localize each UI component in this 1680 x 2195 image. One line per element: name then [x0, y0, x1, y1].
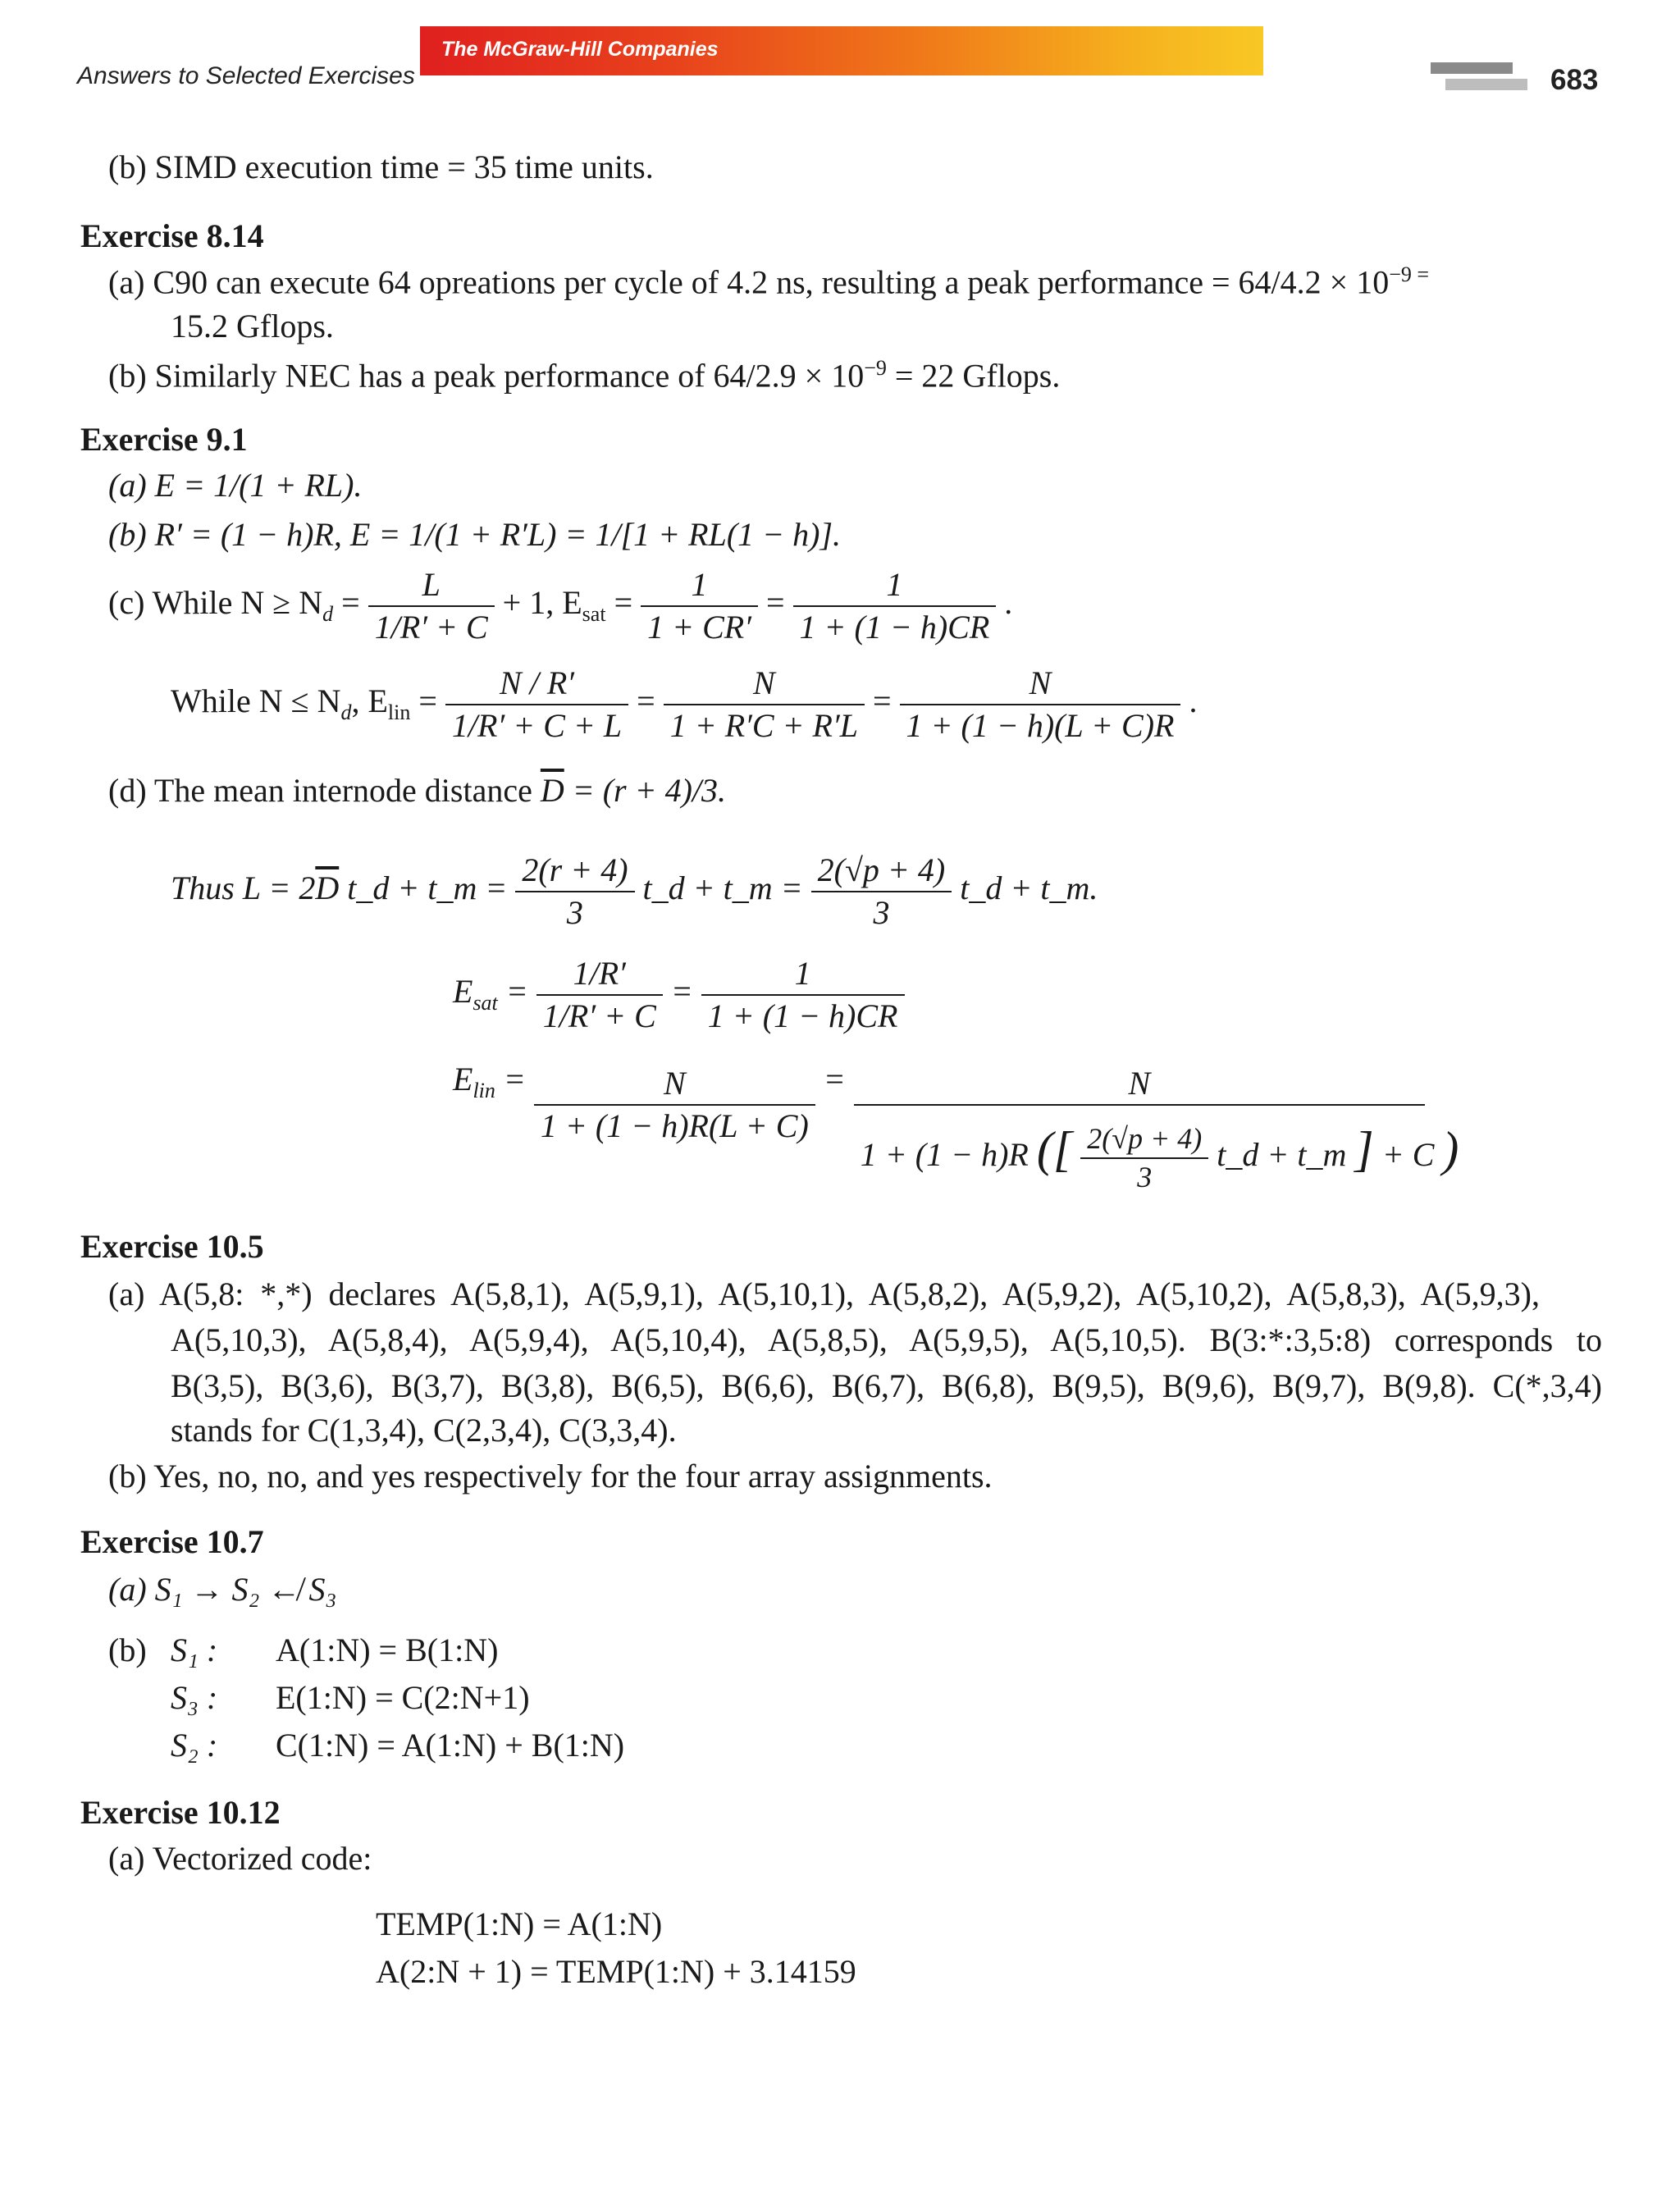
equation-text: t_d + t_m	[1217, 1136, 1347, 1173]
answer-text: (a) C90 can execute 64 opreations per cycle of 4.2 ns, resulting a peak performance = 64/4.2 × 10	[108, 263, 1390, 301]
fraction	[368, 564, 495, 648]
answer-line: stands for C(1,3,4), C(2,3,4), C(3,3,4).	[171, 1412, 677, 1449]
statement-label: S₃ :	[171, 1679, 218, 1716]
numerator: 1	[701, 953, 905, 996]
answer-line: A(5,10,3), A(5,8,4), A(5,9,4), A(5,10,4), A(5,8,5), A(5,9,5), A(5,10,5). B(3:*:3,5:8) corresponds to	[171, 1321, 1602, 1358]
exponent: −9	[864, 356, 887, 380]
numerator: N	[854, 1063, 1425, 1106]
denominator: 1 + (1 − h)CR	[707, 997, 898, 1034]
fraction	[536, 953, 663, 1037]
symbol-d-bar: $\overline{D}$	[315, 869, 340, 907]
subscript: lin	[472, 1079, 495, 1102]
equation-text: t_d + t_m =	[347, 869, 508, 907]
answer-line: (a) A(5,8: *,*) declares A(5,8,1), A(5,9,1), A(5,10,1), A(5,8,2), A(5,9,2), A(5,10,2), A(5,8,3), A(5,9,3),	[108, 1275, 1540, 1312]
exercise-heading: Exercise 8.14	[80, 217, 264, 254]
answer-line: (b) SIMD execution time = 35 time units.	[108, 148, 654, 185]
subscript: d	[322, 602, 334, 627]
denominator: 1 + R′C + R′L	[669, 707, 858, 744]
equation-text: = (r + 4)/3.	[572, 772, 727, 809]
code-line: A(2:N + 1) = TEMP(1:N) + 3.14159	[376, 1953, 856, 1990]
equation-line: While $N \le N_d$, $E_{lin}$ = $\frac{N / R'}{1/R' + C + L}$ = $\frac{N}{1 + R'C + R'L}$ = $\frac{N}{1 + (1 - h)(L + C)R}$ .	[171, 663, 1197, 746]
code-line: E(1:N) = C(2:N+1)	[276, 1679, 530, 1716]
denominator: 3	[566, 894, 583, 931]
subscript: d	[340, 700, 352, 725]
fraction	[641, 564, 758, 648]
fraction	[811, 850, 952, 933]
equation-text: t_d + t_m.	[960, 869, 1098, 907]
numerator: N	[534, 1063, 815, 1106]
fraction	[445, 663, 628, 746]
subscript: lin	[387, 700, 411, 725]
fraction	[515, 850, 634, 933]
symbol-d-bar: $\overline{D}$	[540, 772, 564, 809]
equation-text: 1 + (1 − h)R	[860, 1136, 1029, 1173]
fraction	[701, 953, 905, 1037]
statement-label: S₁ :	[171, 1631, 218, 1668]
answer-line: (a) Vectorized code:	[108, 1840, 372, 1877]
numerator: 2(√p + 4)	[1080, 1120, 1208, 1159]
fraction	[900, 663, 1181, 746]
fraction	[664, 663, 865, 746]
denominator: 1 + (1 − h)R(L + C)	[540, 1107, 809, 1144]
paren: ([	[1036, 1122, 1073, 1176]
equation-text: (c) While N ≥ N	[108, 584, 323, 622]
subscript: sat	[472, 991, 498, 1015]
equation-line: (a) S₁ → S₂ ↚ S₃	[108, 1571, 337, 1608]
denominator: 3	[873, 894, 890, 931]
code-line: TEMP(1:N) = A(1:N)	[376, 1905, 663, 1942]
paren: )	[1442, 1122, 1459, 1176]
denominator	[854, 1106, 1466, 1196]
fraction	[1080, 1120, 1208, 1196]
equation-line: $E_{lin}$ = $\frac{N}{1 + (1 - h)R(L + C)}$ = N 1 + (1 − h)R ([ $\frac{2(√p + 4)}{3}$ t_d + t_m ] + C )	[453, 1063, 1465, 1196]
answer-line	[108, 356, 1061, 395]
exercise-heading: Exercise 10.12	[80, 1794, 281, 1831]
equation-line: (a) E = 1/(1 + RL).	[108, 467, 363, 504]
subscript: sat	[582, 602, 606, 627]
equation-text: + 1, E	[502, 584, 582, 622]
denominator: 1/R′ + C	[542, 997, 656, 1034]
answer-line	[108, 264, 1429, 299]
header-decoration-bar	[1431, 62, 1513, 74]
publisher-name: The McGraw-Hill Companies	[441, 38, 719, 61]
running-title: Answers to Selected Exercises	[77, 62, 415, 89]
numerator: 2(r + 4)	[515, 850, 634, 892]
equation-text: Thus L = 2	[171, 869, 316, 907]
numerator: N	[900, 663, 1181, 705]
equation-text: + C	[1381, 1136, 1435, 1173]
answer-line: (b) Yes, no, no, and yes respectively for the four array assignments.	[108, 1458, 993, 1495]
numerator: 2(√p + 4)	[811, 850, 952, 892]
denominator: 1/R′ + C + L	[451, 707, 623, 744]
answer-text: = 22 Gflops.	[894, 357, 1061, 395]
fraction	[854, 1063, 1466, 1196]
exponent: −9 =	[1389, 262, 1430, 286]
header-decoration-bar	[1445, 79, 1527, 90]
fraction	[534, 1063, 815, 1147]
statement-label: S₂ :	[171, 1727, 218, 1764]
equation-line	[171, 850, 1098, 933]
equation-text: t_d + t_m =	[642, 869, 803, 907]
equation-line: (c) While $N \ge N_d$ = $\frac{L}{1/R' + C}$ + 1, $E_{sat}$ = $\frac{1}{1 + CR'}$ = $\frac{1}{1 + (1 - h)CR}$ .	[108, 564, 1012, 648]
fraction	[793, 564, 997, 648]
denominator: 1/R′ + C	[374, 609, 488, 646]
denominator: 1 + (1 − h)(L + C)R	[906, 707, 1175, 744]
denominator: 1 + (1 − h)CR	[799, 609, 990, 646]
numerator: 1/R′	[536, 953, 663, 996]
numerator: L	[368, 564, 495, 607]
numerator: 1	[641, 564, 758, 607]
code-line: A(1:N) = B(1:N)	[276, 1631, 499, 1668]
denominator: 3	[1137, 1160, 1153, 1193]
answer-text: (b) Similarly NEC has a peak performance of 64/2.9 × 10	[108, 357, 865, 395]
exercise-heading: Exercise 10.5	[80, 1228, 264, 1265]
exercise-heading: Exercise 9.1	[80, 421, 248, 458]
answer-line: B(3,5), B(3,6), B(3,7), B(3,8), B(6,5), B(6,6), B(6,7), B(6,8), B(9,5), B(9,6), B(9,7), B(9,8). C(*,3,4)	[171, 1367, 1602, 1404]
item-label: (b)	[108, 1631, 147, 1668]
equation-line: (b) R′ = (1 − h)R, E = 1/(1 + R′L) = 1/[1 + RL(1 − h)].	[108, 516, 842, 553]
denominator: 1 + CR′	[647, 609, 751, 646]
numerator: N	[664, 663, 865, 705]
publisher-banner	[420, 26, 1263, 75]
page-number: 683	[1550, 64, 1599, 96]
answer-line: 15.2 Gflops.	[171, 308, 334, 345]
equation-text: (d) The mean internode distance	[108, 772, 532, 809]
equation-line: $E_{sat}$ = $\frac{1/R'}{1/R' + C}$ = $\frac{1}{1 + (1 - h)CR}$	[453, 953, 905, 1037]
code-line: C(1:N) = A(1:N) + B(1:N)	[276, 1727, 625, 1764]
equation-line	[108, 774, 726, 807]
numerator: N / R′	[445, 663, 628, 705]
equation-text: While N ≤ N	[171, 682, 341, 720]
exercise-heading: Exercise 10.7	[80, 1523, 264, 1560]
paren: ]	[1354, 1122, 1374, 1176]
numerator: 1	[793, 564, 997, 607]
